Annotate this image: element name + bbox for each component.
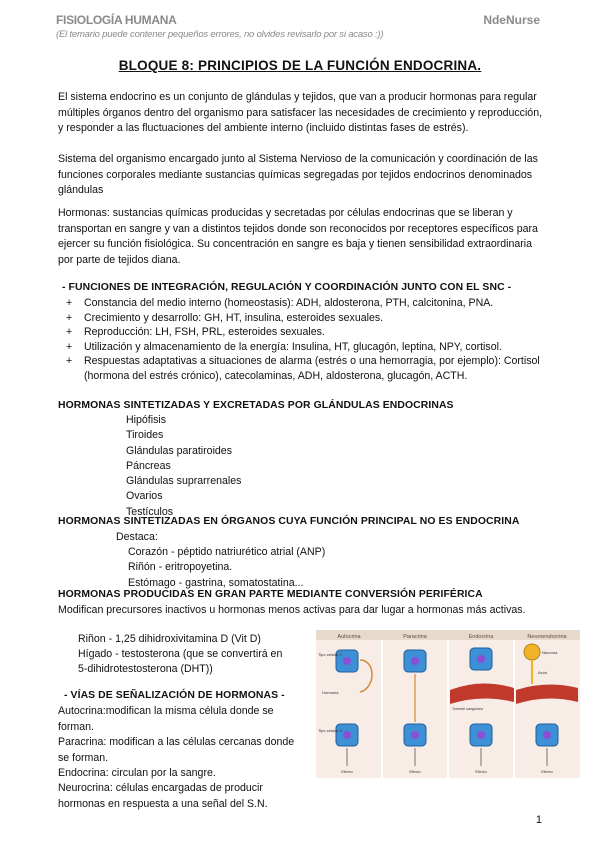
- axon-label: Axón: [538, 670, 548, 675]
- effect-label: Efecto: [409, 769, 421, 774]
- glands-list: [126, 413, 241, 520]
- neuron-icon: [524, 644, 540, 660]
- non-endocrine-list: [128, 545, 325, 591]
- non-endocrine-intro: Destaca:: [116, 531, 158, 543]
- panel-label: Endocrina: [468, 634, 494, 640]
- effect-label: Efecto: [341, 769, 353, 774]
- cell-label: Tipo celular 2: [318, 728, 342, 733]
- disclaimer-note: (El temario puede contener pequeños errores, no olvides revisarlo por si acaso :)): [56, 29, 384, 40]
- panel-label: Neuroendocrina: [527, 634, 567, 640]
- page-number: 1: [535, 814, 542, 826]
- signaling-neurocrine: Neurocrina: células encargadas de producir hormonas en respuesta a una señal del S.N.: [58, 782, 268, 810]
- list-item: Glándulas suprarrenales: [126, 475, 242, 488]
- list-item: Tiroides: [126, 429, 164, 442]
- signaling-endocrine: Endocrina: circulan por la sangre.: [58, 767, 216, 779]
- list-item: + Respuestas adaptativas a situaciones de alarma (estrés o una hemorragia, por ejemplo): Cortisol (hormona del estrés crónico), catecolaminas, ADH, aldosterona, glucagón, ACTH.: [66, 355, 540, 382]
- functions-heading: - FUNCIONES DE INTEGRACIÓN, REGULACIÓN Y COORDINACIÓN JUNTO CON EL SNC -: [62, 282, 512, 293]
- panel-label: Autocrina: [337, 634, 361, 640]
- non-endocrine-heading: HORMONAS SINTETIZADAS EN ÓRGANOS CUYA FUNCIÓN PRINCIPAL NO ES ENDOCRINA: [58, 516, 520, 527]
- glands-heading: HORMONAS SINTETIZADAS Y EXCRETADAS POR GLÁNDULAS ENDOCRINAS: [58, 400, 454, 411]
- list-item: Ovarios: [126, 490, 163, 503]
- author-header: NdeNurse: [483, 13, 540, 27]
- bloodstream-label: Torrente sanguíneo: [452, 707, 483, 711]
- peripheral-item-kidney: Riñon - 1,25 dihidroxivitamina D (Vit D): [78, 633, 261, 645]
- peripheral-text: Modifican precursores inactivos u hormonas menos activas para dar lugar a hormonas más activas.: [58, 604, 526, 616]
- effect-label: Efecto: [541, 769, 553, 774]
- functions-list: [66, 296, 546, 384]
- hormone-label: Hormona: [322, 690, 339, 695]
- list-item: + Utilización y almacenamiento de la energía: Insulina, HT, glucagón, leptina, NPY, cortisol.: [66, 340, 502, 353]
- list-item: Riñón - eritropoyetina.: [128, 561, 233, 574]
- list-item: + Reproducción: LH, FSH, PRL, esteroides sexuales.: [66, 326, 325, 339]
- list-item: + Constancia del medio interno (homeostasis): ADH, aldosterona, PTH, calcitonina, PNA.: [66, 297, 494, 309]
- signaling-diagram: [316, 630, 580, 778]
- peripheral-item-liver: Hígado - testosterona (que se convertirá en: [78, 648, 283, 660]
- intro-paragraph-1: El sistema endocrino es un conjunto de glándulas y tejidos, que van a producir hormonas para regular múltiples órganos dentro del organismo para satisfacer las necesidades de crecimiento y reproducción, y responder a las fluctuaciones del ambiente interno (incluido distintas fases de estrés).: [58, 91, 543, 134]
- panel-label: Paracrina: [403, 634, 427, 640]
- subject-header: FISIOLOGÍA HUMANA: [56, 13, 177, 27]
- list-item: Estómago - gastrina, somatostatina...: [128, 576, 304, 589]
- cell-label: Tipo celular 1: [318, 652, 342, 657]
- signaling-paracrine: Paracrina: modifican a las células cercanas donde se forman.: [58, 736, 295, 764]
- peripheral-item-liver-cont: 5-dihidrotestosterona (DHT)): [78, 663, 213, 675]
- list-item: Glándulas paratiroides: [126, 444, 232, 457]
- peripheral-heading: HORMONAS PRODUCIDAS EN GRAN PARTE MEDIANTE CONVERSIÓN PERIFÉRICA: [58, 589, 483, 600]
- hormones-definition: Hormonas: sustancias químicas producidas y secretadas por células endocrinas que se liberan y transportan en sangre y van a distintos tejidos donde son reconocidos por receptores específicos para ejercer su función fisiológica. Su concentración en sangre es baja y tienen sensibilidad extraordinaria por parte de tejidos diana.: [58, 207, 538, 266]
- list-item: + Crecimiento y desarrollo: GH, HT, insulina, esteroides sexuales.: [66, 311, 384, 324]
- intro-paragraph-2: Sistema del organismo encargado junto al Sistema Nervioso de la comunicación y coordinación de las funciones corporales mediante sustancias químicas segregadas por tejidos endocrinos denominados glándulas: [58, 153, 538, 196]
- effect-label: Efecto: [475, 769, 487, 774]
- signaling-autocrine: Autocrina:modifican la misma célula donde se forman.: [58, 705, 274, 733]
- page-title: BLOQUE 8: PRINCIPIOS DE LA FUNCIÓN ENDOCRINA.: [118, 58, 482, 73]
- list-item: Corazón - péptido natriurético atrial (ANP): [128, 546, 326, 558]
- list-item: Páncreas: [126, 459, 171, 472]
- signaling-heading: - VÍAS DE SEÑALIZACIÓN DE HORMONAS -: [64, 690, 285, 701]
- list-item: Testículos: [126, 505, 174, 518]
- list-item: Hipófisis: [126, 414, 167, 426]
- neuron-label: Neurona: [542, 650, 558, 655]
